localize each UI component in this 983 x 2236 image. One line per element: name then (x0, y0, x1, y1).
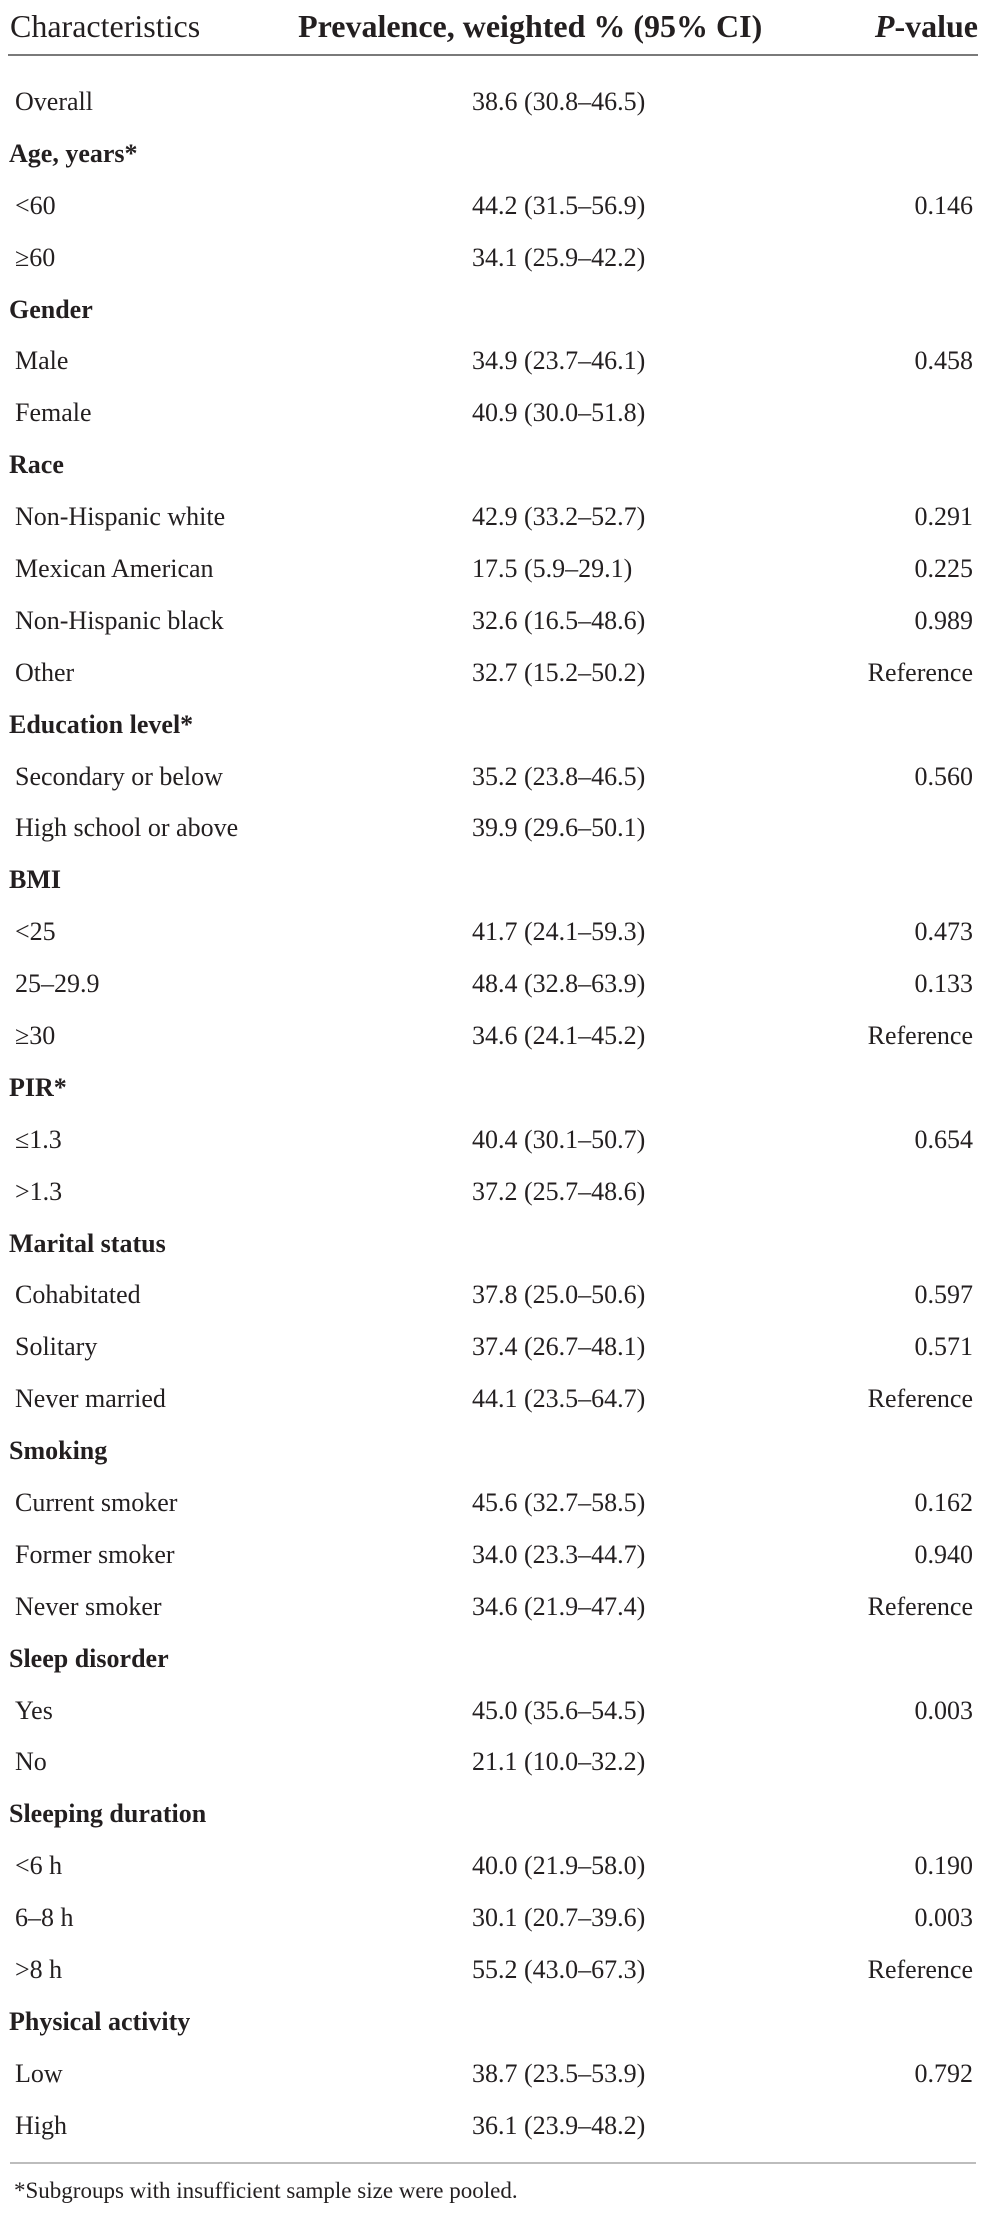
table-row (8, 1114, 978, 1166)
prevalence-value: 45.0 (35.6–54.5) (472, 1695, 646, 1725)
table-row (8, 491, 978, 543)
table-header (8, 0, 978, 52)
table-row (8, 647, 978, 699)
table-row (8, 595, 978, 647)
group-label: PIR* (9, 1072, 67, 1102)
table-row (8, 958, 978, 1010)
prevalence-value: 34.0 (23.3–44.7) (472, 1539, 646, 1569)
header-p-suffix: -value (894, 7, 978, 44)
table-row (8, 906, 978, 958)
p-value: Reference (867, 657, 973, 687)
prevalence-value: 34.6 (24.1–45.2) (472, 1020, 646, 1050)
table-row (8, 1892, 978, 1944)
row-label: Yes (15, 1695, 53, 1725)
row-label: Never married (15, 1384, 166, 1414)
row-label: Other (15, 657, 75, 687)
p-value: 0.989 (914, 605, 973, 635)
table-row (8, 2100, 978, 2152)
table-group-row (8, 1062, 978, 1114)
prevalence-value: 21.1 (10.0–32.2) (472, 1747, 646, 1777)
prevalence-value: 34.6 (21.9–47.4) (472, 1591, 646, 1621)
table-row (8, 802, 978, 854)
p-value: Reference (867, 1955, 973, 1984)
table-row (8, 1373, 978, 1425)
row-label: Cohabitated (15, 1280, 141, 1310)
prevalence-value: 30.1 (20.7–39.6) (472, 1903, 646, 1933)
row-label: No (15, 1747, 47, 1777)
table-row (8, 180, 978, 232)
prevalence-value: 39.9 (29.6–50.1) (472, 813, 646, 843)
header-characteristics: Characteristics (10, 7, 201, 44)
row-label: >1.3 (15, 1176, 63, 1206)
table-row (8, 751, 978, 803)
prevalence-value: 55.2 (43.0–67.3) (472, 1955, 646, 1984)
prevalence-value: 38.6 (30.8–46.5) (472, 86, 646, 116)
header-p-value (846, 8, 978, 45)
p-value: 0.003 (914, 1903, 973, 1933)
header-p-italic: P (874, 7, 895, 44)
p-value: 0.654 (914, 1124, 973, 1154)
table-row (8, 1477, 978, 1529)
row-label: <6 h (15, 1851, 63, 1881)
p-value: 0.225 (914, 553, 973, 583)
header-rule (8, 54, 978, 56)
prevalence-value: 42.9 (33.2–52.7) (472, 502, 646, 532)
table-group-row (8, 1633, 978, 1685)
group-label: Age, years* (9, 138, 138, 168)
row-label: 6–8 h (15, 1903, 74, 1933)
row-label: >8 h (15, 1955, 63, 1984)
table-group-row (8, 699, 978, 751)
table-row (8, 335, 978, 387)
table-group-row (8, 1218, 978, 1270)
p-value: Reference (867, 1384, 973, 1414)
prevalence-value: 40.9 (30.0–51.8) (472, 398, 646, 428)
table-row (8, 1685, 978, 1737)
prevalence-value: 37.2 (25.7–48.6) (472, 1176, 646, 1206)
table-row (8, 1840, 978, 1892)
p-value: 0.190 (914, 1851, 973, 1881)
p-value: 0.291 (914, 502, 973, 532)
row-label: Female (15, 398, 92, 428)
group-label: Gender (9, 294, 93, 324)
row-label: ≥30 (15, 1020, 56, 1050)
row-label: Overall (15, 86, 93, 116)
row-label: Non-Hispanic black (15, 605, 224, 635)
row-label: Male (15, 346, 69, 376)
table-row (8, 1321, 978, 1373)
prevalence-value: 40.4 (30.1–50.7) (472, 1124, 646, 1154)
row-label: <25 (15, 917, 56, 947)
row-label: Current smoker (15, 1487, 178, 1517)
p-value: 0.940 (914, 1539, 973, 1569)
table-row (8, 387, 978, 439)
row-label: High school or above (15, 813, 239, 843)
p-value: 0.473 (914, 917, 973, 947)
table-footnote: *Subgroups with insufficient sample size were pooled. (14, 2177, 518, 2203)
table-row (8, 543, 978, 595)
group-label: Education level* (9, 709, 194, 739)
row-label: Mexican American (15, 553, 214, 583)
table-group-row (8, 854, 978, 906)
prevalence-value: 44.2 (31.5–56.9) (472, 190, 646, 220)
table-row (8, 1737, 978, 1789)
prevalence-value: 37.4 (26.7–48.1) (472, 1332, 646, 1362)
p-value: 0.003 (914, 1695, 973, 1725)
prevalence-value: 45.6 (32.7–58.5) (472, 1487, 646, 1517)
prevalence-value: 41.7 (24.1–59.3) (472, 917, 646, 947)
row-label: ≥60 (15, 242, 56, 272)
row-label: Secondary or below (15, 761, 223, 791)
prevalence-value: 34.9 (23.7–46.1) (472, 346, 646, 376)
group-label: Physical activity (9, 2006, 191, 2036)
prevalence-value: 40.0 (21.9–58.0) (472, 1851, 646, 1881)
p-value: 0.560 (914, 761, 973, 791)
p-value: 0.458 (914, 346, 973, 376)
header-prevalence: Prevalence, weighted % (95% CI) (298, 7, 763, 44)
group-label: Race (9, 450, 64, 480)
prevalence-value: 44.1 (23.5–64.7) (472, 1384, 646, 1414)
prevalence-value: 38.7 (23.5–53.9) (472, 2058, 646, 2088)
p-value: Reference (867, 1591, 973, 1621)
table-row (8, 232, 978, 284)
table-group-row (8, 284, 978, 336)
table-group-row (8, 1425, 978, 1477)
table-row (8, 1269, 978, 1321)
p-value: 0.792 (914, 2058, 973, 2088)
row-label: Low (15, 2058, 63, 2088)
group-label: BMI (9, 865, 61, 895)
p-value: Reference (867, 1020, 973, 1050)
table-row (8, 1944, 978, 1996)
table-row (8, 1166, 978, 1218)
table-group-row (8, 1996, 978, 2048)
p-value: 0.146 (914, 190, 973, 220)
row-label: <60 (15, 190, 56, 220)
p-value: 0.133 (914, 969, 973, 999)
prevalence-value: 34.1 (25.9–42.2) (472, 242, 646, 272)
prevalence-value: 48.4 (32.8–63.9) (472, 969, 646, 999)
group-label: Smoking (9, 1436, 108, 1466)
p-value: 0.571 (914, 1332, 973, 1362)
prevalence-value: 32.6 (16.5–48.6) (472, 605, 646, 635)
row-label: ≤1.3 (15, 1124, 62, 1154)
row-label: Solitary (15, 1332, 98, 1362)
row-label: Non-Hispanic white (15, 502, 226, 532)
group-label: Sleep disorder (9, 1643, 169, 1673)
table-row (8, 1529, 978, 1581)
footer-rule (10, 2162, 976, 2164)
row-label: High (15, 2110, 67, 2140)
prevalence-value: 32.7 (15.2–50.2) (472, 657, 646, 687)
table-row (8, 1581, 978, 1633)
row-label: Former smoker (15, 1539, 175, 1569)
table-group-row (8, 439, 978, 491)
p-value: 0.597 (914, 1280, 973, 1310)
table-row (8, 1010, 978, 1062)
prevalence-value: 35.2 (23.8–46.5) (472, 761, 646, 791)
row-label: Never smoker (15, 1591, 162, 1621)
table-body (8, 76, 978, 2152)
group-label: Marital status (9, 1228, 166, 1258)
prevalence-value: 36.1 (23.9–48.2) (472, 2110, 646, 2140)
table-group-row (8, 128, 978, 180)
table-row (8, 76, 978, 128)
row-label: 25–29.9 (15, 969, 100, 999)
prevalence-value: 17.5 (5.9–29.1) (472, 553, 633, 583)
group-label: Sleeping duration (9, 1799, 207, 1829)
table-group-row (8, 1788, 978, 1840)
p-value: 0.162 (914, 1487, 973, 1517)
table-row (8, 2048, 978, 2100)
prevalence-value: 37.8 (25.0–50.6) (472, 1280, 646, 1310)
